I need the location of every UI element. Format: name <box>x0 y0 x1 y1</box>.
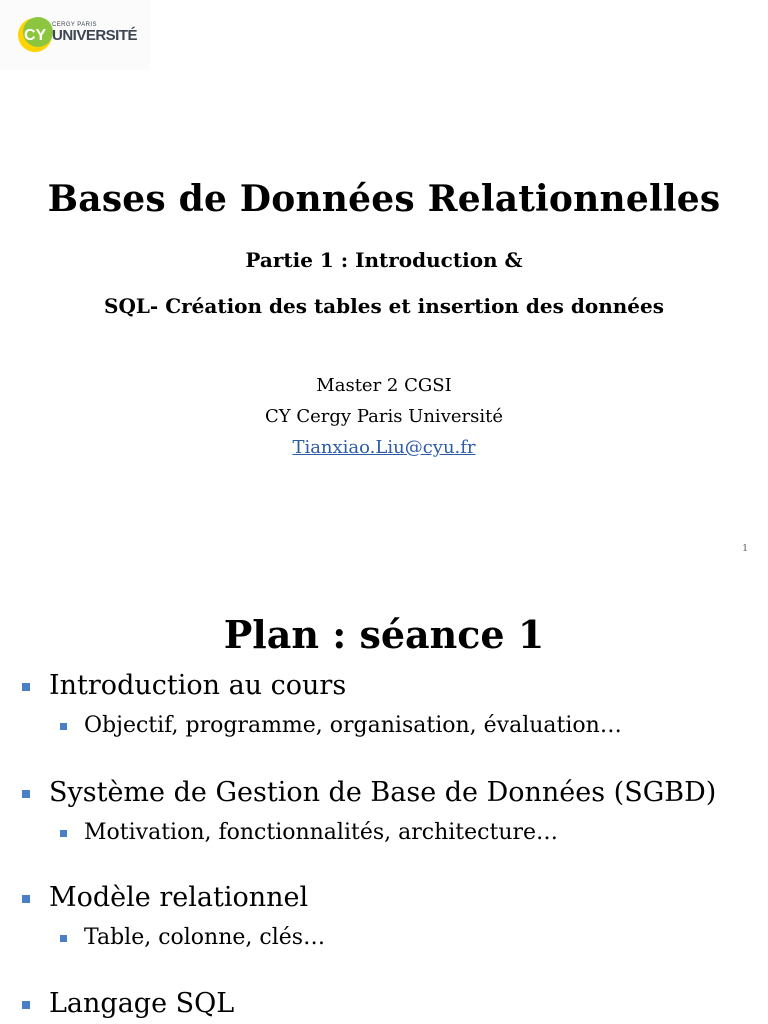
bullet-square-icon <box>22 895 30 903</box>
list-item-label: Modèle relationnel <box>49 882 309 913</box>
list-subitem-label: Objectif, programme, organisation, évaluation… <box>84 713 622 738</box>
bullet-square-icon <box>60 723 67 730</box>
slide-subtitle-2: SQL- Création des tables et insertion des données <box>104 294 664 318</box>
page-number: 1 <box>742 544 748 554</box>
university-logo <box>0 0 150 70</box>
cy-logo-icon <box>16 14 56 54</box>
bullet-square-icon <box>22 1001 30 1009</box>
bullet-square-icon <box>60 830 67 837</box>
svg-text:CY: CY <box>24 27 47 44</box>
list-item-label: Langage SQL <box>49 988 235 1019</box>
list-subitem-label: Table, colonne, clés… <box>84 925 326 950</box>
logo-small-text: CERGY PARIS <box>52 22 97 28</box>
university-name: CY Cergy Paris Université <box>265 406 503 427</box>
bullet-square-icon <box>22 683 30 691</box>
slide-title: Bases de Données Relationnelles <box>47 178 721 220</box>
list-item-label: Introduction au cours <box>49 670 347 701</box>
slide-subtitle-1: Partie 1 : Introduction & <box>245 248 523 272</box>
plan-title: Plan : séance 1 <box>223 612 545 657</box>
email-link[interactable]: Tianxiao.Liu@cyu.fr <box>292 437 476 458</box>
bullet-square-icon <box>22 790 30 798</box>
list-subitem-label: Motivation, fonctionnalités, architecture… <box>84 820 559 845</box>
bullet-square-icon <box>60 935 67 942</box>
plan-slide <box>0 574 768 1024</box>
logo-big-text: UNIVERSITÉ <box>52 27 138 44</box>
list-item-label: Système de Gestion de Base de Données (SGBD) <box>49 777 717 808</box>
program-name: Master 2 CGSI <box>316 375 452 396</box>
